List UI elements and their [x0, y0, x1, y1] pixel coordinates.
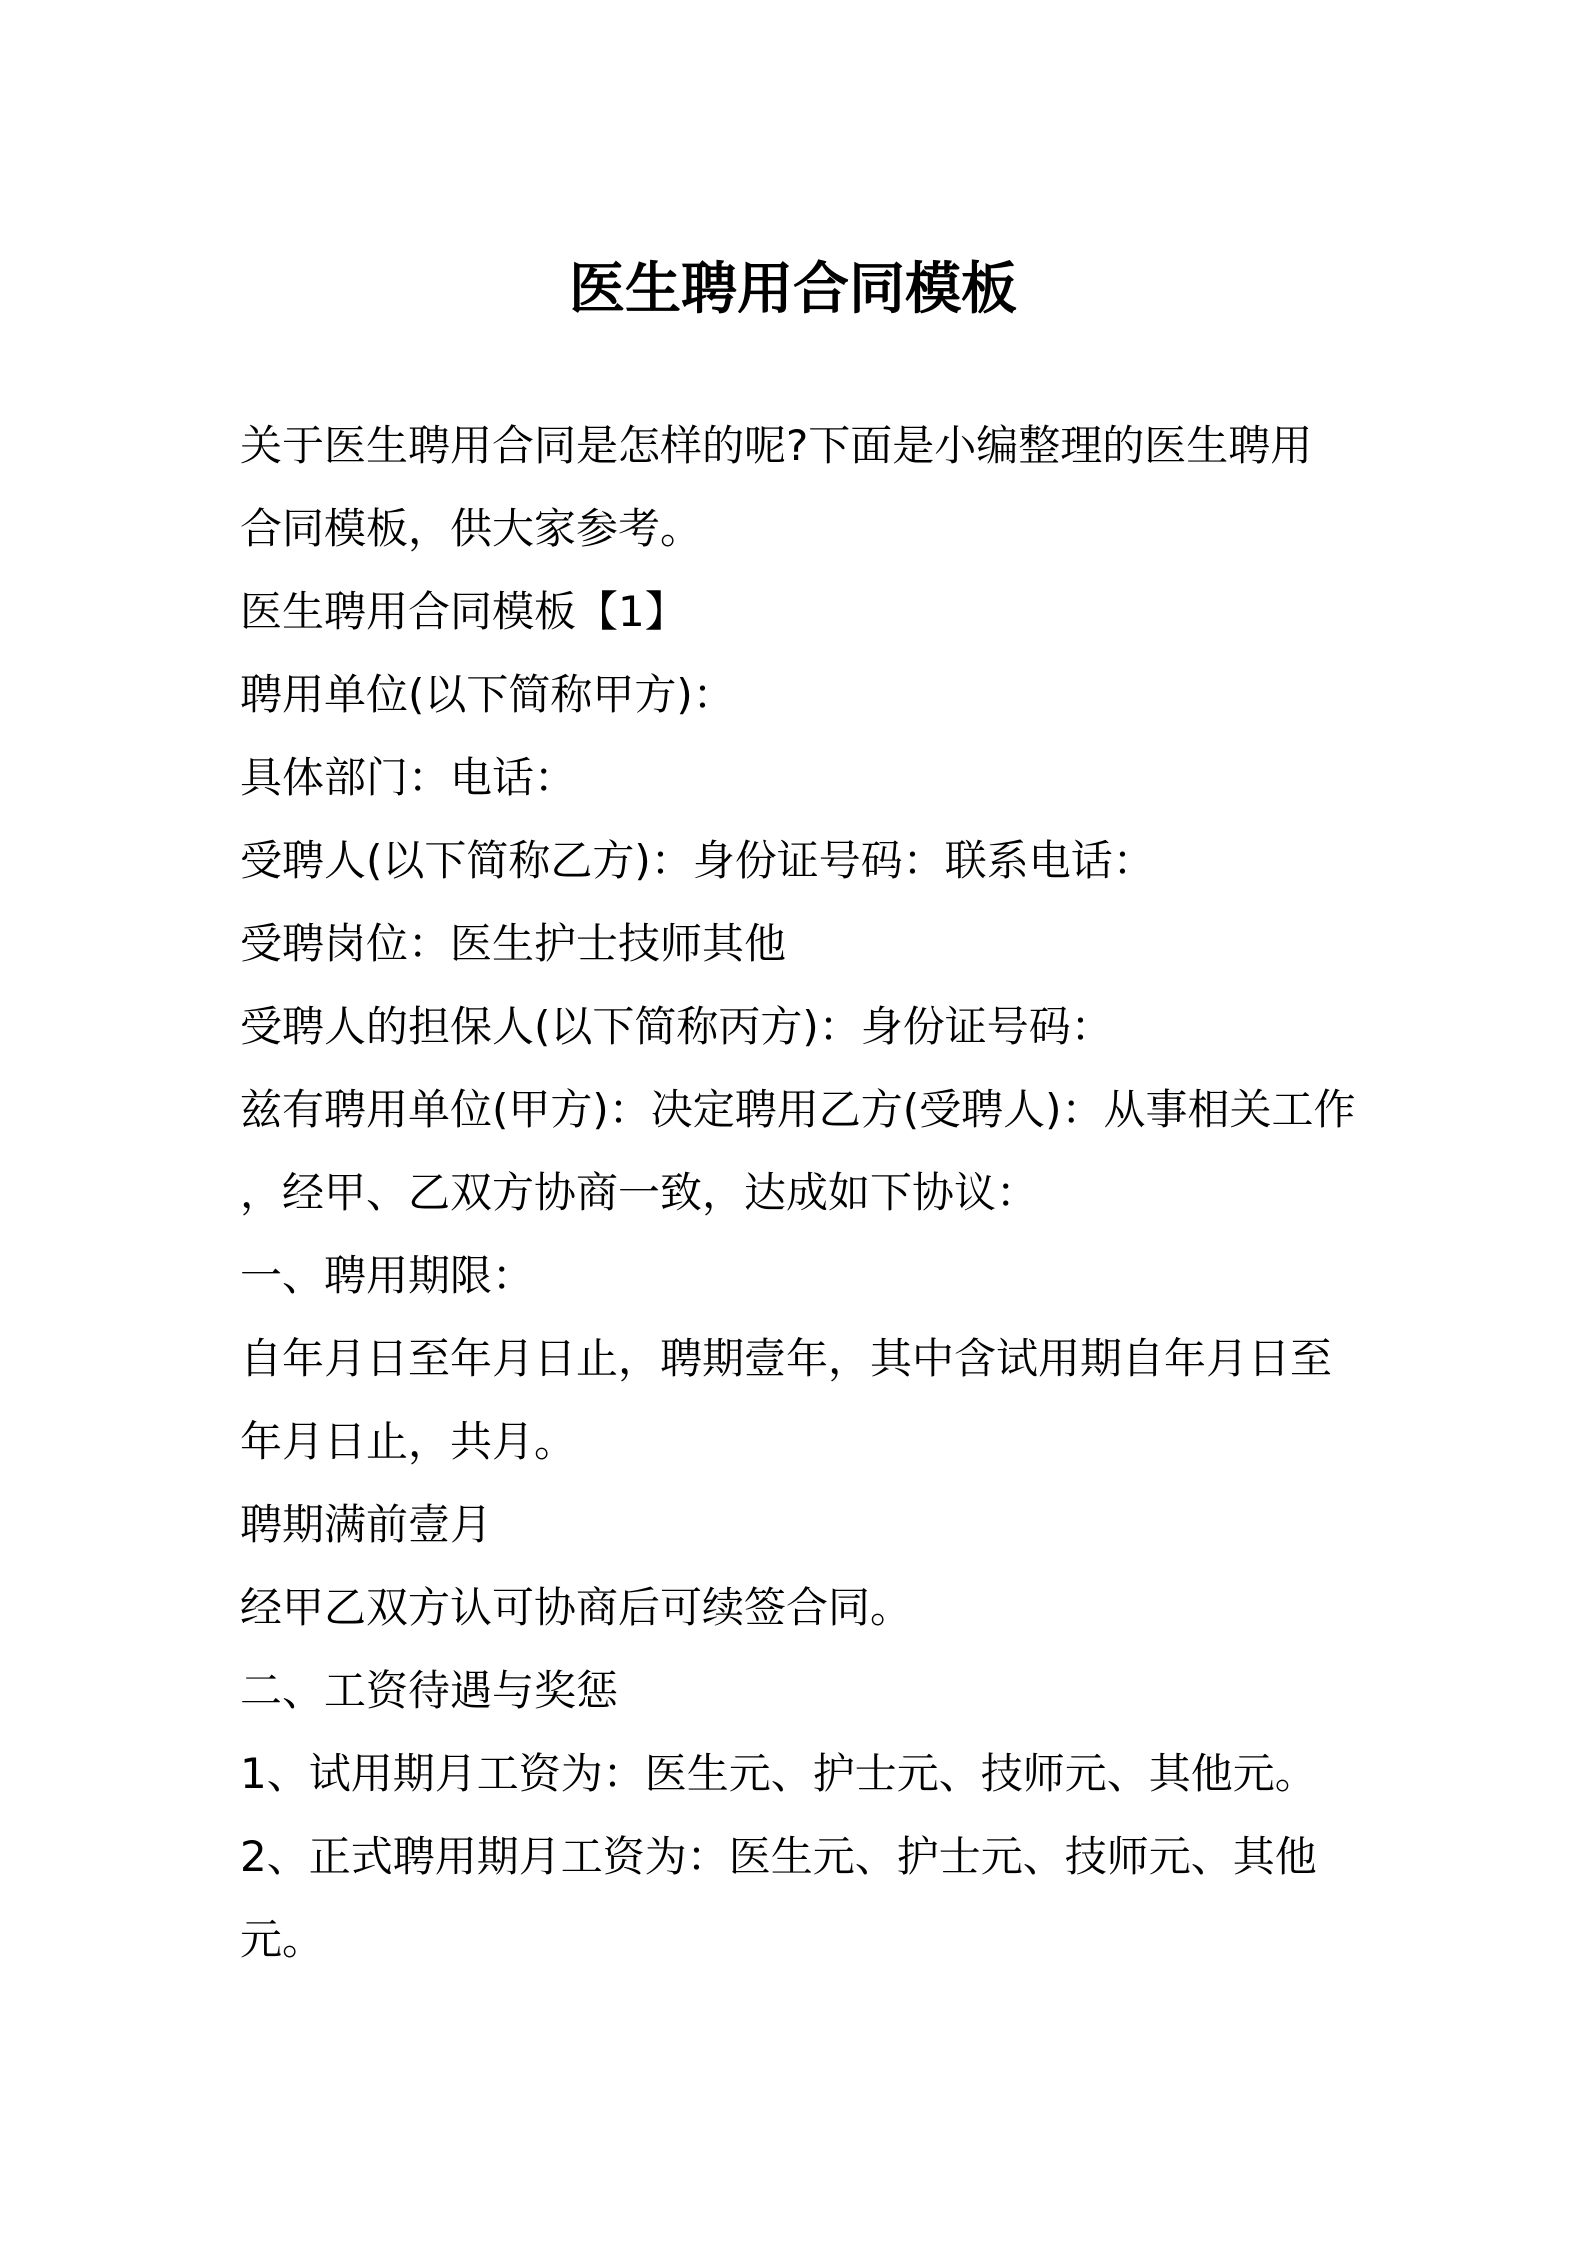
paragraph-line: 2、正式聘用期月工资为：医生元、护士元、技师元、其他 — [240, 1832, 1317, 1881]
document-body — [240, 404, 1360, 1981]
paragraph-line: 聘用单位(以下简称甲方)： — [240, 670, 735, 719]
paragraph-line: 具体部门：电话： — [240, 753, 577, 802]
paragraph-line: 自年月日至年月日止，聘期壹年，其中含试用期自年月日至 — [240, 1334, 1333, 1383]
document-title: 医生聘用合同模板 — [569, 257, 1017, 322]
paragraph-line: 受聘人的担保人(以下简称丙方)：身份证号码： — [240, 1002, 1113, 1051]
paragraph-line: 兹有聘用单位(甲方)：决定聘用乙方(受聘人)：从事相关工作 — [240, 1085, 1356, 1134]
section-heading: 二、工资待遇与奖惩 — [240, 1666, 619, 1715]
section-heading: 一、聘用期限： — [240, 1251, 535, 1300]
section-heading: 医生聘用合同模板【1】 — [240, 587, 687, 636]
paragraph-line: 受聘岗位：医生护士技师其他 — [240, 919, 787, 968]
paragraph-line: 经甲乙双方认可协商后可续签合同。 — [240, 1583, 913, 1632]
paragraph-line: 合同模板，供大家参考。 — [240, 504, 703, 553]
paragraph-line: 关于医生聘用合同是怎样的呢?下面是小编整理的医生聘用 — [240, 421, 1313, 470]
paragraph-line: 聘期满前壹月 — [240, 1500, 493, 1549]
paragraph-line: 1、试用期月工资为：医生元、护士元、技师元、其他元。 — [240, 1749, 1317, 1798]
paragraph-line: ，经甲、乙双方协商一致，达成如下协议： — [240, 1168, 1039, 1217]
paragraph-line: 元。 — [240, 1915, 325, 1964]
paragraph-line: 年月日止，共月。 — [240, 1417, 577, 1466]
paragraph-line: 受聘人(以下简称乙方)：身份证号码：联系电话： — [240, 836, 1155, 885]
